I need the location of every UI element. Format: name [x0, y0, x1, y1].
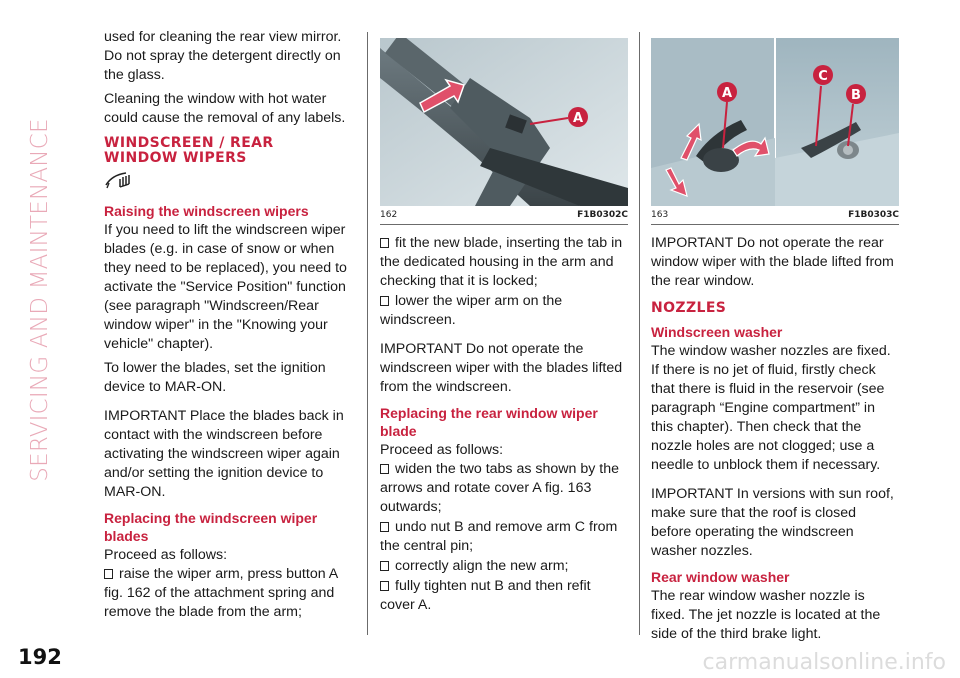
paragraph: Proceed as follows:: [104, 547, 228, 563]
figure-number: 162: [380, 210, 398, 220]
text-column-3: [651, 38, 899, 649]
wiper-icon: [104, 169, 354, 194]
wiper-blade-illustration: [380, 38, 628, 206]
callout-label-b: B: [851, 88, 861, 103]
callout-label-c: C: [818, 69, 828, 84]
checkbox-bullet-icon: [104, 569, 113, 579]
watermark: carmanualsonline.info: [702, 650, 946, 675]
checkbox-bullet-icon: [380, 296, 389, 306]
paragraph: IMPORTANT Do not operate the windscreen wiper with the blades lifted from the windscreen.: [380, 341, 623, 395]
subheading: Replacing the rear window wiper blade: [380, 405, 598, 439]
paragraph: used for cleaning the rear view mirror. Do not spray the detergent directly on the glass.: [104, 29, 342, 83]
checkbox-bullet-icon: [380, 581, 389, 591]
checkbox-bullet-icon: [380, 238, 389, 248]
rear-wiper-illustration: [651, 38, 899, 206]
list-item: lower the wiper arm on the windscreen.: [380, 293, 563, 328]
subheading: Replacing the windscreen wiper blades: [104, 510, 318, 544]
column-divider: [639, 32, 640, 635]
checkbox-bullet-icon: [380, 464, 389, 474]
callout-label-a: A: [721, 86, 733, 101]
figure-162-wiper-blade: [380, 38, 628, 206]
paragraph: To lower the blades, set the ignition device to MAR-ON.: [104, 360, 326, 395]
paragraph: IMPORTANT In versions with sun roof, make sure that the roof is closed before operating the windscreen washer nozzles.: [651, 486, 894, 559]
list-item: undo nut B and remove arm C from the central pin;: [380, 519, 618, 554]
section-heading: WINDSCREEN / REAR WINDOW WIPERS: [104, 135, 274, 166]
paragraph: The rear window washer nozzle is fixed. The jet nozzle is located at the side of the third brake light.: [651, 588, 881, 642]
page-number: 192: [18, 645, 62, 669]
section-heading: NOZZLES: [651, 300, 727, 316]
subheading: Rear window washer: [651, 569, 790, 585]
column-divider: [367, 32, 368, 635]
paragraph: IMPORTANT Do not operate the rear window wiper with the blade lifted from the rear window.: [651, 235, 894, 289]
figure-163-rear-wiper: [651, 38, 899, 206]
subheading: Raising the windscreen wipers: [104, 203, 309, 219]
callout-label-a: A: [572, 111, 584, 126]
text-column-2: [380, 38, 628, 616]
figure-caption: [380, 206, 628, 225]
text-column-1: [104, 28, 354, 623]
list-item: widen the two tabs as shown by the arrows and rotate cover A fig. 163 outwards;: [380, 461, 619, 515]
checkbox-bullet-icon: [380, 522, 389, 532]
figure-code: F1B0302C: [577, 210, 628, 220]
figure-caption: [651, 206, 899, 225]
paragraph: Proceed as follows:: [380, 442, 504, 458]
checkbox-bullet-icon: [380, 561, 389, 571]
paragraph: If you need to lift the windscreen wiper blades (e.g. in case of snow or when they need to be replaced), you need to activate the "Service Position" function (see paragraph "Windscreen/Rear window wiper" in the "Knowing your vehicle" chapter).: [104, 222, 347, 352]
paragraph: Cleaning the window with hot water could cause the removal of any labels.: [104, 91, 346, 126]
subheading: Windscreen washer: [651, 324, 783, 340]
section-side-title: SERVICING AND MAINTENANCE: [27, 118, 53, 482]
list-item: fit the new blade, inserting the tab in the dedicated housing in the arm and checking that it is locked;: [380, 235, 623, 289]
list-item: correctly align the new arm;: [380, 557, 628, 576]
paragraph: IMPORTANT Place the blades back in contact with the windscreen before activating the windscreen wiper again and/or setting the ignition device to MAR-ON.: [104, 408, 344, 500]
paragraph: The window washer nozzles are fixed. If there is no jet of fluid, firstly check that there is fluid in the reservoir (see paragraph “Engine compartment” in this chapter). Then check that the nozzle holes are not clogged; use a needle to unblock them if necessary.: [651, 343, 891, 473]
figure-number: 163: [651, 210, 669, 220]
list-item: fully tighten nut B and then refit cover A.: [380, 578, 591, 613]
figure-code: F1B0303C: [848, 210, 899, 220]
list-item: raise the wiper arm, press button A fig. 162 of the attachment spring and remove the blade from the arm;: [104, 566, 338, 620]
